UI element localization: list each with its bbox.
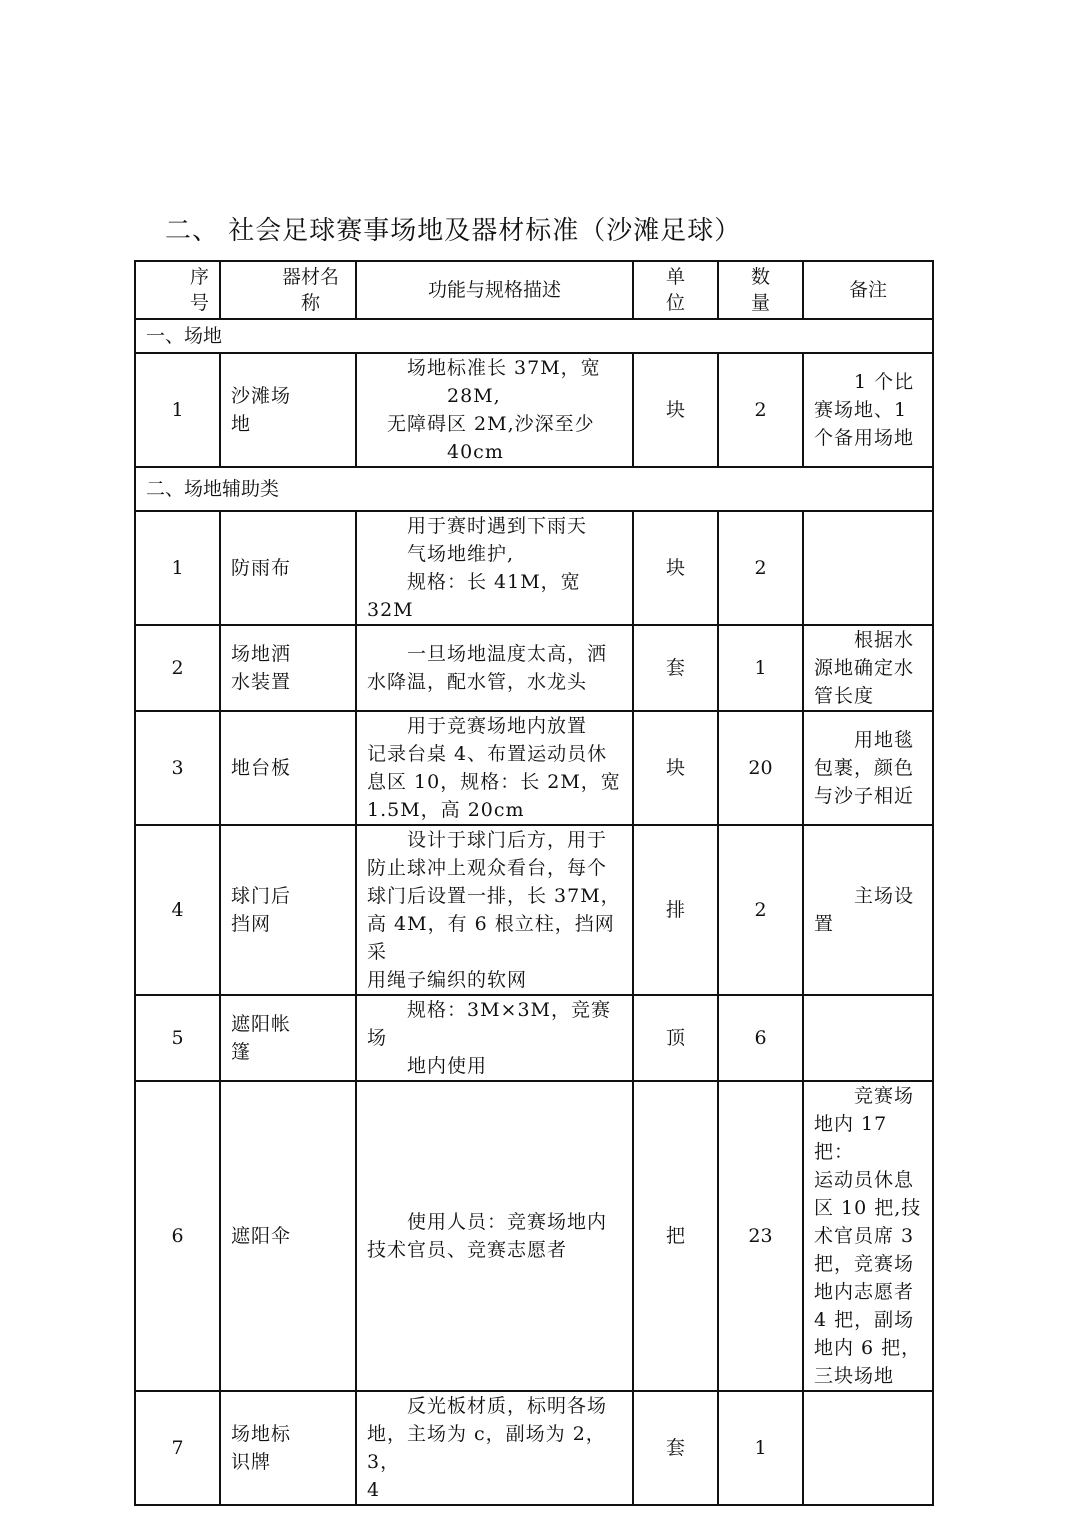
cell-desc: 使用人员：竞赛场地内 技术官员、竞赛志愿者 [356,1081,633,1391]
header-qty: 数 量 [718,261,803,319]
section-row-venue [135,319,933,353]
table-row [135,825,933,995]
cell-desc: 设计于球门后方，用于 防止球冲上观众看台，每个 球门后设置一排，长 37M， 高 4M，有 6 根立柱，挡网采 用绳子编织的软网 [356,825,633,995]
cell-no: 3 [135,711,220,825]
table-row [135,711,933,825]
cell-note [803,995,933,1081]
cell-desc: 场地标准长 37M，宽 28M, 无障碍区 2M,沙深至少 40cm [356,353,633,467]
header-note: 备注 [803,261,933,319]
cell-unit: 套 [633,1391,718,1505]
table-row [135,995,933,1081]
header-name: 器材名 称 [220,261,356,319]
header-unit: 单 位 [633,261,718,319]
cell-unit: 块 [633,711,718,825]
section-row-auxiliary [135,467,933,511]
cell-note [803,511,933,625]
cell-desc: 规格：3M×3M，竞赛场 地内使用 [356,995,633,1081]
cell-unit: 把 [633,1081,718,1391]
cell-unit: 顶 [633,995,718,1081]
cell-no: 1 [135,511,220,625]
cell-no: 4 [135,825,220,995]
cell-name: 沙滩场 地 [220,353,356,467]
cell-qty: 1 [718,1391,803,1505]
cell-unit: 块 [633,353,718,467]
cell-desc: 用于竞赛场地内放置 记录台桌 4、布置运动员休 息区 10，规格：长 2M，宽 1.5M，高 20cm [356,711,633,825]
cell-qty: 23 [718,1081,803,1391]
cell-qty: 1 [718,625,803,711]
cell-note: 主场设 置 [803,825,933,995]
table-row [135,353,933,467]
cell-no: 6 [135,1081,220,1391]
cell-note: 根据水 源地确定水 管长度 [803,625,933,711]
cell-name: 遮阳帐 篷 [220,995,356,1081]
cell-no: 1 [135,353,220,467]
section-label: 一、场地 [135,319,933,353]
equipment-table [134,260,934,1506]
page-title: 二、 社会足球赛事场地及器材标准（沙滩足球） [165,216,742,246]
cell-no: 7 [135,1391,220,1505]
cell-name: 场地标 识牌 [220,1391,356,1505]
cell-qty: 2 [718,825,803,995]
cell-no: 5 [135,995,220,1081]
cell-qty: 20 [718,711,803,825]
cell-unit: 套 [633,625,718,711]
cell-desc: 反光板材质，标明各场 地，主场为 c，副场为 2，3， 4 [356,1391,633,1505]
cell-name: 球门后 挡网 [220,825,356,995]
cell-name: 地台板 [220,711,356,825]
cell-qty: 2 [718,353,803,467]
cell-name: 防雨布 [220,511,356,625]
cell-no: 2 [135,625,220,711]
table-row [135,1081,933,1391]
header-desc: 功能与规格描述 [356,261,633,319]
table-row [135,511,933,625]
table-row [135,1391,933,1505]
cell-note: 用地毯 包裹，颜色 与沙子相近 [803,711,933,825]
cell-desc: 一旦场地温度太高，洒 水降温，配水管，水龙头 [356,625,633,711]
cell-name: 场地洒 水装置 [220,625,356,711]
table-header-row [135,261,933,319]
cell-qty: 2 [718,511,803,625]
cell-name: 遮阳伞 [220,1081,356,1391]
cell-note: 竞赛场 地内 17 把： 运动员休息 区 10 把,技 术官员席 3 把，竞赛场 地内志愿者 4 把，副场 地内 6 把， 三块场地 [803,1081,933,1391]
section-label: 二、场地辅助类 [135,467,933,511]
cell-qty: 6 [718,995,803,1081]
cell-unit: 块 [633,511,718,625]
cell-unit: 排 [633,825,718,995]
cell-note [803,1391,933,1505]
table-row [135,625,933,711]
cell-note: 1 个比 赛场地、1 个备用场地 [803,353,933,467]
cell-desc: 用于赛时遇到下雨天 气场地维护, 规格：长 41M，宽 32M [356,511,633,625]
header-no: 序 号 [135,261,220,319]
